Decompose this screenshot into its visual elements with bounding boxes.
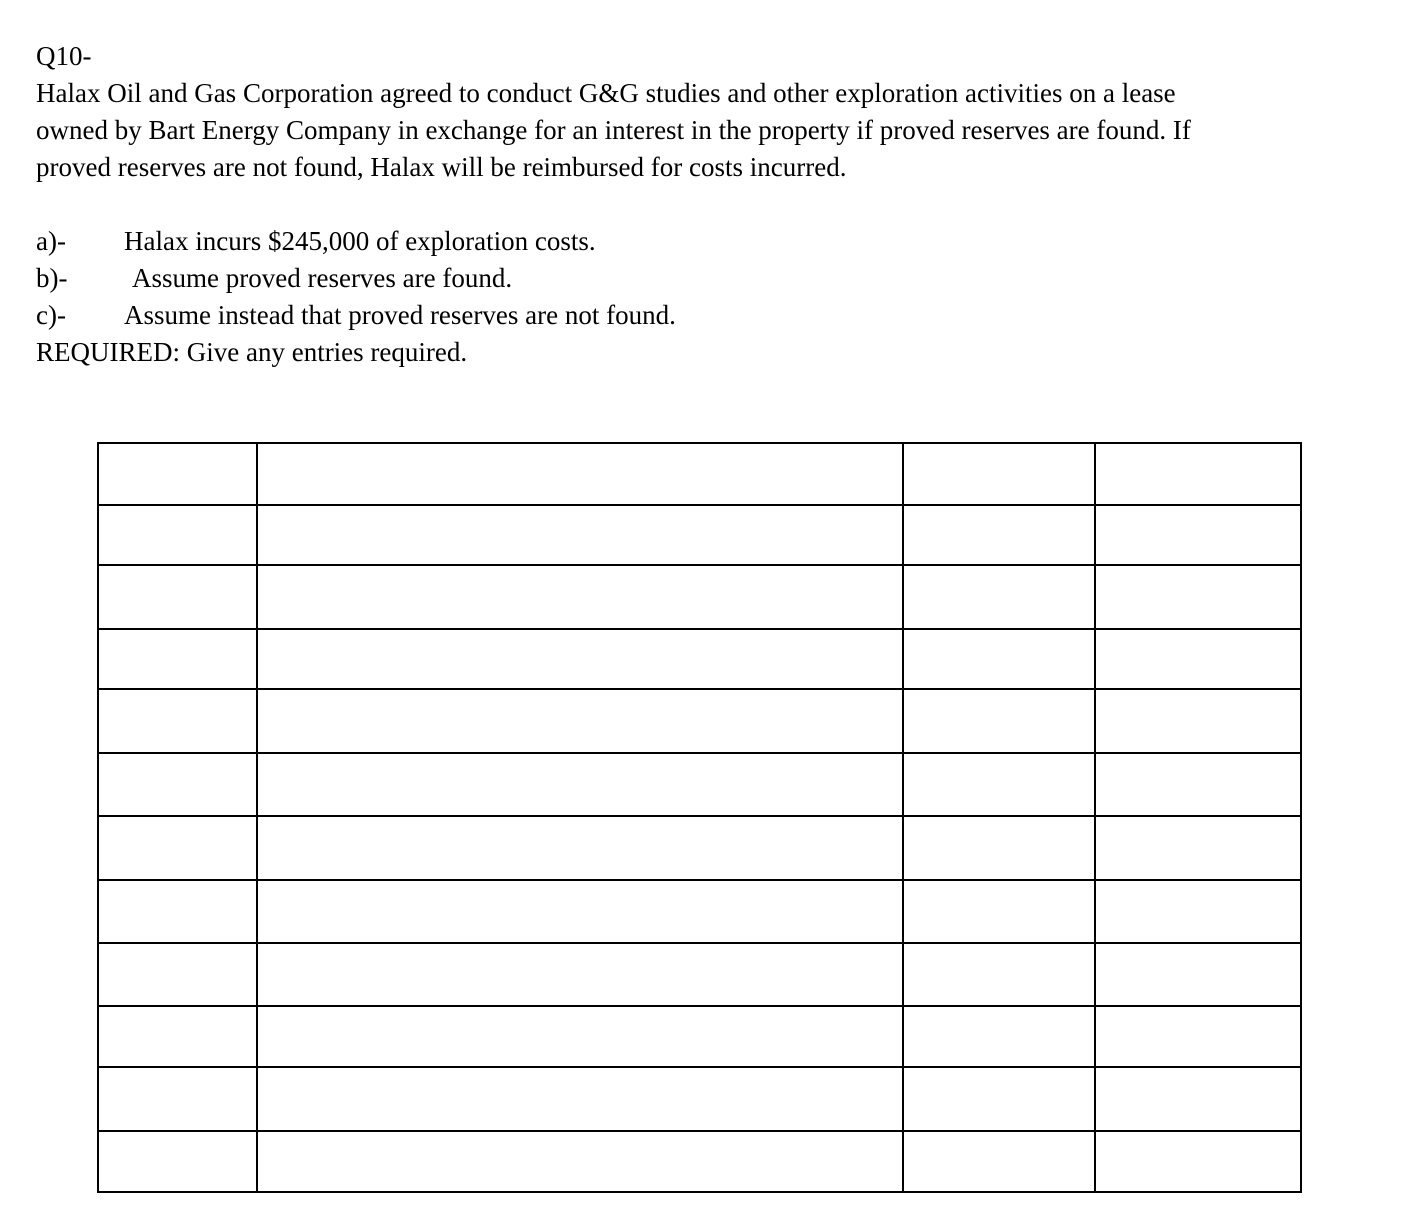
credit-cell[interactable] xyxy=(1095,443,1301,505)
table-row xyxy=(98,816,1301,880)
date-cell[interactable] xyxy=(98,880,257,943)
table-row xyxy=(98,1006,1301,1067)
debit-cell[interactable] xyxy=(903,753,1095,816)
account-cell[interactable] xyxy=(257,443,903,505)
item-text: Assume proved reserves are found. xyxy=(132,263,513,293)
credit-cell[interactable] xyxy=(1095,505,1301,565)
account-cell[interactable] xyxy=(257,1067,903,1131)
debit-cell[interactable] xyxy=(903,1067,1095,1131)
table-row xyxy=(98,943,1301,1006)
table-row xyxy=(98,1131,1301,1192)
question-line-1: Halax Oil and Gas Corporation agreed to conduct G&G studies and other exploration activities on a lease xyxy=(36,78,1176,108)
item-c xyxy=(36,297,1376,334)
credit-cell[interactable] xyxy=(1095,1006,1301,1067)
date-cell[interactable] xyxy=(98,753,257,816)
item-label: c)- xyxy=(36,300,66,330)
debit-cell[interactable] xyxy=(903,880,1095,943)
account-cell[interactable] xyxy=(257,880,903,943)
account-cell[interactable] xyxy=(257,943,903,1006)
date-cell[interactable] xyxy=(98,1131,257,1192)
date-cell[interactable] xyxy=(98,629,257,689)
account-cell[interactable] xyxy=(257,816,903,880)
date-cell[interactable] xyxy=(98,565,257,629)
table-row xyxy=(98,505,1301,565)
debit-cell[interactable] xyxy=(903,689,1095,753)
item-label: a)- xyxy=(36,226,66,256)
question-line-3: proved reserves are not found, Halax will be reimbursed for costs incurred. xyxy=(36,152,847,182)
item-label: b)- xyxy=(36,263,68,293)
date-cell[interactable] xyxy=(98,689,257,753)
table-row xyxy=(98,1067,1301,1131)
question-number: Q10- xyxy=(36,41,92,71)
account-cell[interactable] xyxy=(257,565,903,629)
account-cell[interactable] xyxy=(257,1006,903,1067)
question-block xyxy=(36,38,1376,371)
item-text: Assume instead that proved reserves are not found. xyxy=(124,300,676,330)
table-row xyxy=(98,689,1301,753)
item-a xyxy=(36,223,1376,260)
debit-cell[interactable] xyxy=(903,816,1095,880)
account-cell[interactable] xyxy=(257,753,903,816)
debit-cell[interactable] xyxy=(903,943,1095,1006)
paragraph-spacer xyxy=(36,186,1376,223)
credit-cell[interactable] xyxy=(1095,1131,1301,1192)
account-cell[interactable] xyxy=(257,689,903,753)
table-row xyxy=(98,753,1301,816)
debit-cell[interactable] xyxy=(903,443,1095,505)
table-row xyxy=(98,443,1301,505)
date-cell[interactable] xyxy=(98,1006,257,1067)
credit-cell[interactable] xyxy=(1095,689,1301,753)
account-cell[interactable] xyxy=(257,505,903,565)
table-row xyxy=(98,629,1301,689)
credit-cell[interactable] xyxy=(1095,816,1301,880)
date-cell[interactable] xyxy=(98,1067,257,1131)
date-cell[interactable] xyxy=(98,816,257,880)
date-cell[interactable] xyxy=(98,943,257,1006)
account-cell[interactable] xyxy=(257,1131,903,1192)
debit-cell[interactable] xyxy=(903,565,1095,629)
credit-cell[interactable] xyxy=(1095,629,1301,689)
credit-cell[interactable] xyxy=(1095,753,1301,816)
credit-cell[interactable] xyxy=(1095,880,1301,943)
debit-cell[interactable] xyxy=(903,629,1095,689)
debit-cell[interactable] xyxy=(903,505,1095,565)
question-line-2: owned by Bart Energy Company in exchange for an interest in the property if proved reserves are found. If xyxy=(36,115,1191,145)
debit-cell[interactable] xyxy=(903,1006,1095,1067)
debit-cell[interactable] xyxy=(903,1131,1095,1192)
credit-cell[interactable] xyxy=(1095,565,1301,629)
table-row xyxy=(98,565,1301,629)
journal-entry-table xyxy=(97,442,1302,1193)
account-cell[interactable] xyxy=(257,629,903,689)
item-text: Halax incurs $245,000 of exploration costs. xyxy=(124,226,596,256)
table-row xyxy=(98,880,1301,943)
date-cell[interactable] xyxy=(98,505,257,565)
date-cell[interactable] xyxy=(98,443,257,505)
item-b xyxy=(36,260,1376,297)
credit-cell[interactable] xyxy=(1095,1067,1301,1131)
credit-cell[interactable] xyxy=(1095,943,1301,1006)
required-instruction: REQUIRED: Give any entries required. xyxy=(36,337,468,367)
